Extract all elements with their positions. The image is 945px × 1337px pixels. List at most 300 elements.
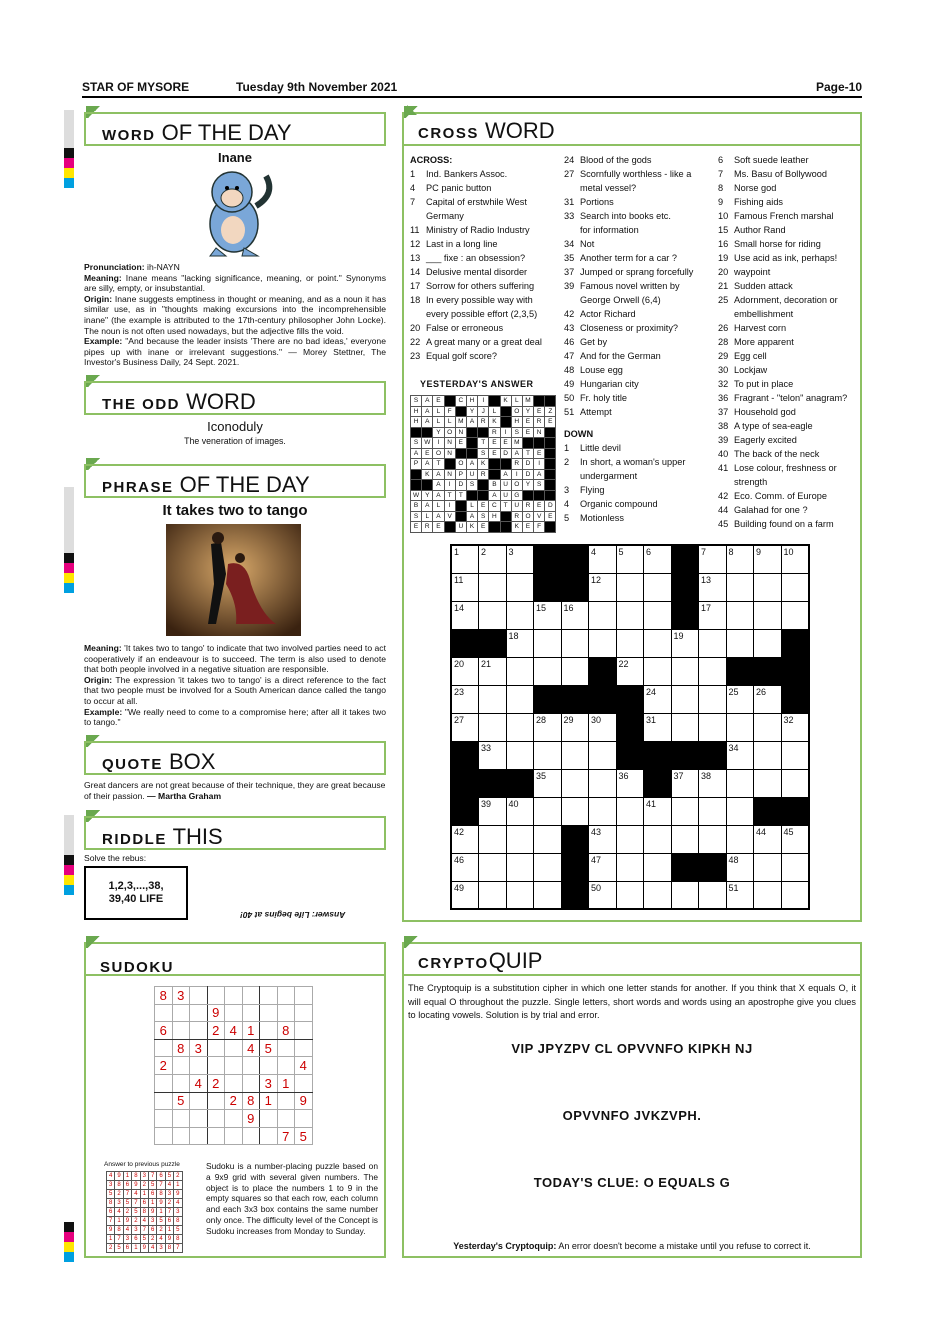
grid-cell[interactable]: 47 [589,853,617,881]
sudoku-cell[interactable] [155,1110,173,1128]
grid-cell[interactable] [781,853,809,881]
clue-item: George Orwell (6,4) [580,295,661,305]
prev-cell: 5 [174,1226,182,1235]
grid-cell[interactable]: 48 [726,853,754,881]
grid-cell[interactable]: 14 [451,601,479,629]
grid-cell[interactable]: 51 [726,881,754,909]
answer-cell: F [534,522,545,533]
sudoku-cell[interactable] [225,987,243,1005]
grid-cell[interactable] [726,797,754,825]
sudoku-cell[interactable] [225,1039,243,1057]
clue-item: 18 In every possible way with [410,295,533,305]
sudoku-cell[interactable]: 2 [207,1074,225,1092]
grid-cell[interactable] [754,881,782,909]
answer-cell: S [478,448,489,459]
grid-cell[interactable]: 44 [754,825,782,853]
grid-cell[interactable]: 21 [479,657,507,685]
grid-cell[interactable] [754,713,782,741]
grid-cell[interactable] [534,825,562,853]
odd-word-title: THE ODD WORD [84,381,386,415]
answer-cell: M [455,417,466,428]
sudoku-cell[interactable]: 5 [295,1127,313,1145]
grid-cell[interactable] [699,797,727,825]
grid-cell[interactable] [479,685,507,713]
sudoku-cell[interactable] [277,1110,295,1128]
grid-cell[interactable] [616,601,644,629]
grid-cell[interactable] [451,629,479,657]
grid-cell[interactable] [671,601,699,629]
grid-cell[interactable] [699,713,727,741]
grid-cell[interactable]: 10 [781,545,809,573]
grid-cell[interactable]: 15 [534,601,562,629]
grid-cell[interactable] [561,629,589,657]
grid-cell[interactable] [451,769,479,797]
grid-cell[interactable] [479,573,507,601]
grid-cell[interactable] [671,545,699,573]
prev-cell: 1 [132,1244,140,1253]
sudoku-cell[interactable] [277,1039,295,1057]
sudoku-cell[interactable]: 9 [295,1092,313,1110]
grid-cell[interactable]: 49 [451,881,479,909]
sudoku-cell[interactable] [242,987,260,1005]
grid-cell[interactable] [754,601,782,629]
grid-cell[interactable] [616,825,644,853]
grid-cell[interactable] [506,601,534,629]
grid-cell[interactable] [671,657,699,685]
grid-cell[interactable] [616,713,644,741]
answer-cell: W [411,490,422,501]
grid-cell[interactable] [506,741,534,769]
grid-cell[interactable] [644,853,672,881]
prev-cell: 5 [148,1181,156,1190]
grid-cell[interactable] [616,573,644,601]
grid-cell[interactable] [616,881,644,909]
grid-cell[interactable] [726,629,754,657]
sudoku-grid [154,986,313,1145]
sudoku-cell[interactable]: 2 [225,1092,243,1110]
grid-cell[interactable] [589,685,617,713]
grid-cell[interactable]: 28 [534,713,562,741]
grid-cell[interactable]: 6 [644,545,672,573]
grid-cell[interactable] [479,881,507,909]
sudoku-cell[interactable]: 4 [190,1074,208,1092]
grid-cell[interactable] [644,573,672,601]
grid-cell[interactable] [754,769,782,797]
grid-cell[interactable] [589,797,617,825]
sudoku-cell[interactable]: 4 [225,1022,243,1040]
grid-cell[interactable] [781,797,809,825]
grid-cell[interactable] [561,545,589,573]
grid-cell[interactable] [781,573,809,601]
sudoku-cell[interactable] [225,1074,243,1092]
grid-cell[interactable]: 42 [451,825,479,853]
prev-cell: 2 [140,1181,148,1190]
grid-cell[interactable] [479,601,507,629]
prev-cell: 6 [148,1226,156,1235]
sudoku-cell[interactable]: 1 [277,1074,295,1092]
sudoku-cell[interactable] [295,1039,313,1057]
grid-cell[interactable] [561,825,589,853]
grid-cell[interactable]: 36 [616,769,644,797]
grid-cell[interactable] [781,769,809,797]
grid-cell[interactable]: 18 [506,629,534,657]
ape-illustration [186,166,282,258]
grid-cell[interactable]: 4 [589,545,617,573]
grid-cell[interactable]: 30 [589,713,617,741]
grid-cell[interactable] [781,657,809,685]
grid-cell[interactable] [726,657,754,685]
across-clues-2: 24 Blood of the gods 27 Scornfully worthless - like a metal vessel? 31 Portions 33 Search into books etc. for information 34 Not 35 Another term for a car ? 37 Jumped or sprang forcefully 39 Famous novel written by George Orwell (6,4) 42 Actor Richard 43 Closeness or proximity? 46 Get by 47 And for the German 48 Louse egg 49 Hungarian city 50 Fr. holy title 51 Attempt DOWN 1 Little devil 2 In short, a woman's upper undergarment 3 Flying 4 Organic compound 5 Motionless [564,155,694,523]
grid-cell[interactable] [781,629,809,657]
grid-cell[interactable] [644,657,672,685]
grid-cell[interactable]: 39 [479,797,507,825]
grid-cell[interactable] [561,797,589,825]
sudoku-cell[interactable] [172,1022,190,1040]
prev-cell: 8 [115,1181,123,1190]
grid-cell[interactable] [534,545,562,573]
sudoku-cell[interactable]: 9 [207,1004,225,1022]
sudoku-cell[interactable]: 6 [155,1022,173,1040]
sudoku-cell[interactable]: 3 [260,1074,278,1092]
sudoku-cell[interactable]: 8 [172,1039,190,1057]
grid-cell[interactable]: 9 [754,545,782,573]
grid-cell[interactable]: 31 [644,713,672,741]
grid-cell[interactable] [671,853,699,881]
grid-cell[interactable] [671,713,699,741]
grid-cell[interactable] [699,881,727,909]
grid-cell[interactable] [754,573,782,601]
grid-cell[interactable] [699,657,727,685]
grid-cell[interactable] [506,825,534,853]
answer-cell: L [511,396,522,407]
grid-cell[interactable] [754,797,782,825]
grid-cell[interactable]: 26 [754,685,782,713]
answer-cell [489,396,500,407]
grid-cell[interactable]: 12 [589,573,617,601]
grid-cell[interactable] [479,629,507,657]
sudoku-cell[interactable] [155,1092,173,1110]
sudoku-cell[interactable] [190,987,208,1005]
grid-cell[interactable] [616,741,644,769]
sudoku-cell[interactable] [295,987,313,1005]
answer-cell: N [444,448,455,459]
grid-cell[interactable] [506,853,534,881]
grid-cell[interactable] [726,769,754,797]
clue-item: 28 More apparent [718,337,794,347]
sudoku-cell[interactable] [190,1057,208,1075]
grid-cell[interactable] [754,741,782,769]
grid-cell[interactable] [699,629,727,657]
grid-cell[interactable]: 41 [644,797,672,825]
sudoku-cell[interactable]: 2 [207,1022,225,1040]
grid-cell[interactable]: 24 [644,685,672,713]
grid-cell[interactable] [561,657,589,685]
grid-cell[interactable] [534,573,562,601]
grid-cell[interactable] [561,685,589,713]
grid-cell[interactable] [644,741,672,769]
answer-cell: A [489,490,500,501]
grid-cell[interactable]: 5 [616,545,644,573]
grid-cell[interactable]: 33 [479,741,507,769]
grid-cell[interactable] [534,797,562,825]
sudoku-cell[interactable]: 8 [242,1092,260,1110]
sudoku-cell[interactable] [242,1057,260,1075]
grid-cell[interactable]: 8 [726,545,754,573]
grid-cell[interactable]: 1 [451,545,479,573]
sudoku-cell[interactable] [225,1127,243,1145]
sudoku-cell[interactable] [242,1004,260,1022]
grid-cell[interactable]: 2 [479,545,507,573]
grid-cell[interactable] [589,657,617,685]
sudoku-cell[interactable] [260,1127,278,1145]
grid-cell[interactable]: 38 [699,769,727,797]
answer-cell: N [444,469,455,480]
grid-cell[interactable]: 11 [451,573,479,601]
clue-item: 25 Adornment, decoration or [718,295,838,305]
sudoku-cell[interactable] [260,1004,278,1022]
sudoku-cell[interactable] [225,1110,243,1128]
clue-item: 50 Fr. holy title [564,393,627,403]
grid-cell[interactable]: 43 [589,825,617,853]
grid-cell[interactable] [699,741,727,769]
sudoku-cell[interactable] [172,1057,190,1075]
sudoku-cell[interactable] [260,1022,278,1040]
grid-cell[interactable] [671,825,699,853]
sudoku-cell[interactable] [295,1110,313,1128]
answer-cell: A [433,480,444,491]
sudoku-cell[interactable]: 5 [172,1092,190,1110]
grid-cell[interactable]: 34 [726,741,754,769]
grid-cell[interactable] [589,769,617,797]
prev-cell: 6 [123,1181,131,1190]
sudoku-cell[interactable]: 1 [260,1092,278,1110]
grid-cell[interactable] [781,601,809,629]
grid-cell[interactable] [479,825,507,853]
answer-cell [500,522,511,533]
answer-cell: E [534,501,545,512]
clue-item: 1 Little devil [564,443,621,453]
prev-cell: 4 [107,1172,115,1181]
grid-cell[interactable] [451,741,479,769]
grid-cell[interactable] [534,881,562,909]
sudoku-cell[interactable] [155,1127,173,1145]
sudoku-cell[interactable] [225,1004,243,1022]
grid-cell[interactable] [754,853,782,881]
grid-cell[interactable] [534,685,562,713]
prev-cell: 9 [165,1235,173,1244]
grid-cell[interactable] [506,769,534,797]
clue-item: 15 Author Rand [718,225,786,235]
sudoku-cell[interactable] [207,1127,225,1145]
grid-cell[interactable]: 20 [451,657,479,685]
sudoku-cell[interactable] [207,1092,225,1110]
grid-cell[interactable] [589,629,617,657]
sudoku-cell[interactable]: 7 [277,1127,295,1145]
answer-cell: R [478,417,489,428]
sudoku-cell[interactable] [295,1004,313,1022]
answer-cell: H [411,417,422,428]
grid-cell[interactable] [699,685,727,713]
sudoku-cell[interactable] [260,1057,278,1075]
sudoku-cell[interactable] [207,1039,225,1057]
grid-cell[interactable] [644,601,672,629]
sudoku-cell[interactable]: 5 [260,1039,278,1057]
grid-cell[interactable] [506,657,534,685]
grid-cell[interactable] [616,685,644,713]
sudoku-cell[interactable]: 4 [295,1057,313,1075]
answer-cell: E [522,417,533,428]
answer-cell: R [511,511,522,522]
grid-cell[interactable] [479,853,507,881]
sudoku-cell[interactable] [277,1004,295,1022]
grid-cell[interactable] [589,741,617,769]
grid-cell[interactable] [534,853,562,881]
grid-cell[interactable] [726,601,754,629]
grid-cell[interactable] [781,881,809,909]
sudoku-cell[interactable] [260,1110,278,1128]
sudoku-cell[interactable] [155,1004,173,1022]
grid-cell[interactable] [451,797,479,825]
grid-cell[interactable]: 23 [451,685,479,713]
sudoku-cell[interactable] [155,1074,173,1092]
grid-cell[interactable] [616,853,644,881]
prev-cell: 9 [123,1217,131,1226]
clue-item: every possible effort (2,3,5) [426,309,538,319]
grid-cell[interactable] [589,601,617,629]
grid-cell[interactable]: 40 [506,797,534,825]
grid-cell[interactable]: 32 [781,713,809,741]
sudoku-cell[interactable]: 3 [190,1039,208,1057]
sudoku-cell[interactable] [242,1127,260,1145]
cryptoquip-line-2: OPVVNFO JVKZVPH. [562,1108,702,1123]
sudoku-cell[interactable] [225,1057,243,1075]
grid-cell[interactable] [561,741,589,769]
grid-cell[interactable]: 46 [451,853,479,881]
grid-cell[interactable] [506,881,534,909]
grid-cell[interactable] [534,657,562,685]
grid-cell[interactable] [671,573,699,601]
grid-cell[interactable]: 13 [699,573,727,601]
grid-cell[interactable]: 37 [671,769,699,797]
grid-cell[interactable] [726,573,754,601]
grid-cell[interactable]: 3 [506,545,534,573]
sudoku-cell[interactable] [295,1074,313,1092]
grid-cell[interactable] [754,657,782,685]
grid-cell[interactable] [561,853,589,881]
grid-cell[interactable] [781,685,809,713]
grid-cell[interactable] [781,741,809,769]
grid-cell[interactable] [506,685,534,713]
sudoku-cell[interactable] [190,1127,208,1145]
grid-cell[interactable] [726,825,754,853]
prev-cell: 3 [165,1190,173,1199]
grid-cell[interactable]: 50 [589,881,617,909]
sudoku-cell[interactable] [190,1092,208,1110]
sudoku-cell[interactable] [172,1004,190,1022]
grid-cell[interactable] [754,629,782,657]
clue-item: 44 Galahad for one ? [718,505,808,515]
sudoku-cell[interactable]: 3 [172,987,190,1005]
sudoku-cell[interactable] [190,1110,208,1128]
grid-cell[interactable] [616,629,644,657]
clue-item: 4 Organic compound [564,499,658,509]
grid-cell[interactable]: 19 [671,629,699,657]
sudoku-cell[interactable] [207,1110,225,1128]
answer-cell [545,448,556,459]
sudoku-cell[interactable] [172,1127,190,1145]
grid-cell[interactable] [644,825,672,853]
grid-cell[interactable] [671,797,699,825]
word-of-day-word: Inane [218,150,252,165]
sudoku-cell[interactable]: 9 [242,1110,260,1128]
answer-cell: Y [466,406,477,417]
grid-cell[interactable] [506,573,534,601]
grid-cell[interactable] [479,713,507,741]
grid-cell[interactable] [561,881,589,909]
grid-cell[interactable]: 22 [616,657,644,685]
grid-cell[interactable]: 35 [534,769,562,797]
grid-cell[interactable] [671,741,699,769]
grid-cell[interactable] [561,573,589,601]
sudoku-cell[interactable]: 2 [155,1057,173,1075]
grid-cell[interactable]: 16 [561,601,589,629]
grid-cell[interactable] [479,769,507,797]
grid-cell[interactable] [671,685,699,713]
sudoku-cell[interactable] [260,987,278,1005]
sudoku-cell[interactable] [155,1039,173,1057]
grid-cell[interactable]: 25 [726,685,754,713]
sudoku-cell[interactable] [277,1092,295,1110]
grid-cell[interactable]: 7 [699,545,727,573]
grid-cell[interactable]: 17 [699,601,727,629]
sudoku-cell[interactable]: 1 [242,1022,260,1040]
sudoku-cell[interactable] [277,1057,295,1075]
grid-cell[interactable] [561,769,589,797]
sudoku-cell[interactable]: 4 [242,1039,260,1057]
grid-cell[interactable] [699,825,727,853]
sudoku-cell[interactable] [207,987,225,1005]
grid-cell[interactable] [506,713,534,741]
sudoku-cell[interactable] [207,1057,225,1075]
grid-cell[interactable] [644,769,672,797]
grid-cell[interactable]: 29 [561,713,589,741]
grid-cell[interactable] [726,713,754,741]
sudoku-cell[interactable] [277,987,295,1005]
sudoku-cell[interactable] [190,1004,208,1022]
answer-cell: I [444,480,455,491]
grid-cell[interactable] [644,881,672,909]
grid-cell[interactable] [699,853,727,881]
sudoku-cell[interactable]: 8 [155,987,173,1005]
grid-cell[interactable] [534,629,562,657]
grid-cell[interactable]: 27 [451,713,479,741]
answer-cell: E [433,396,444,407]
sudoku-cell[interactable] [172,1110,190,1128]
grid-cell[interactable] [644,629,672,657]
sudoku-cell[interactable] [242,1074,260,1092]
sudoku-cell[interactable] [190,1022,208,1040]
sudoku-cell[interactable] [172,1074,190,1092]
sudoku-cell[interactable] [295,1022,313,1040]
prev-cell: 1 [123,1172,131,1181]
grid-cell[interactable]: 45 [781,825,809,853]
prev-cell: 6 [165,1217,173,1226]
grid-cell[interactable] [616,797,644,825]
answer-cell [411,427,422,438]
sudoku-cell[interactable]: 8 [277,1022,295,1040]
grid-cell[interactable] [671,881,699,909]
grid-cell[interactable] [534,741,562,769]
